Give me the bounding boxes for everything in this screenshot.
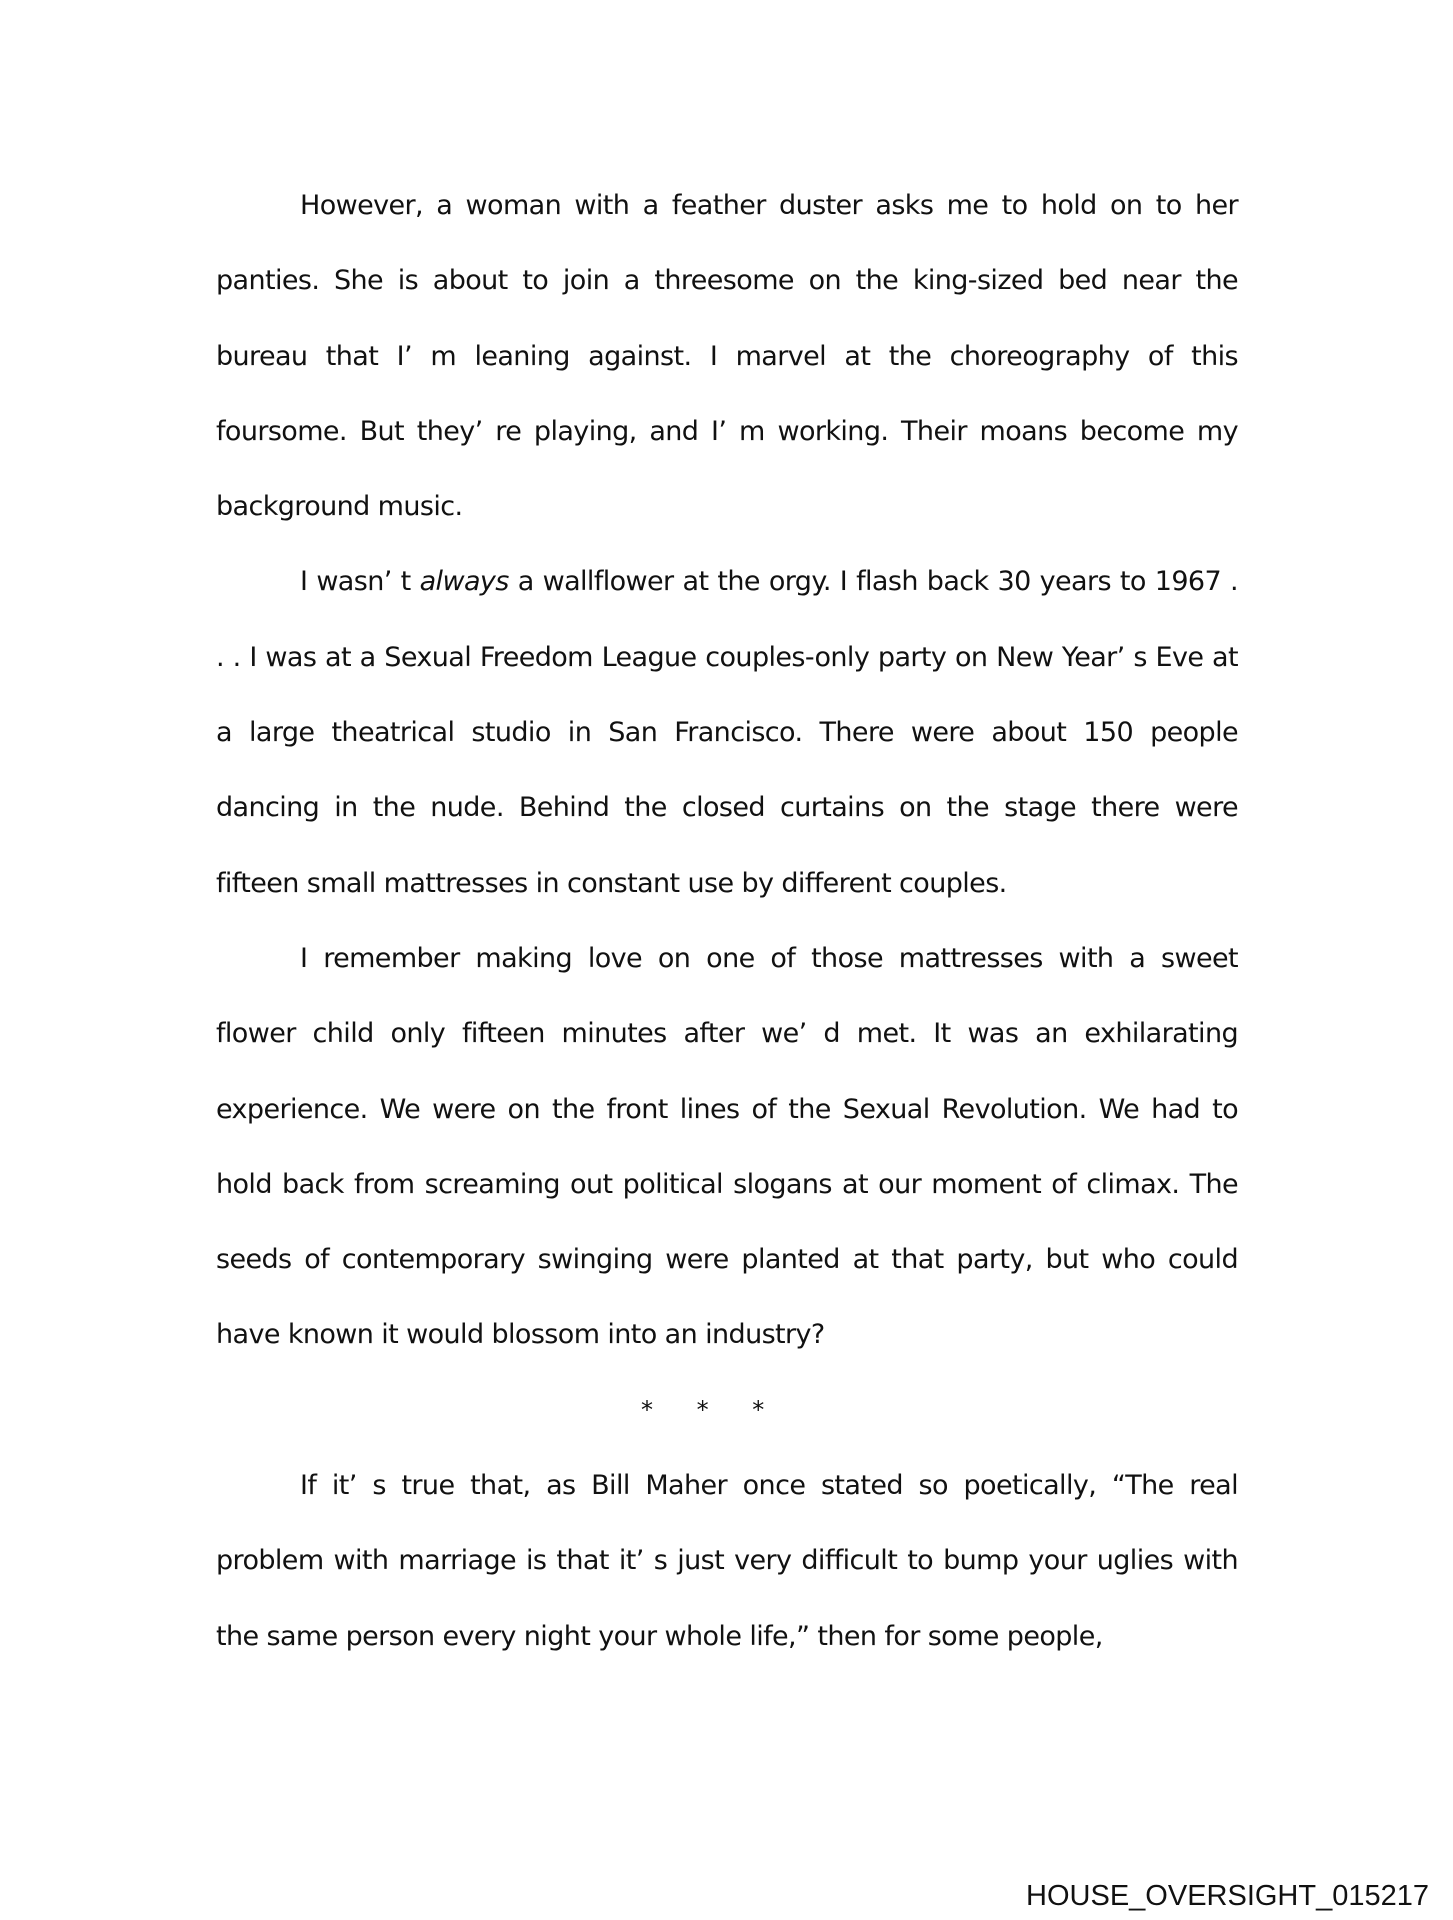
body-text bbox=[216, 168, 1238, 1674]
paragraph-2-text-a: I wasn’ t bbox=[300, 566, 420, 598]
paragraph-3-text: I remember making love on one of those mattresses with a sweet flower child only fifteen minutes after we’ d met. It was an exhilarating experience. We were on the front lines of the Sexual Revolution. We had to hold back from screaming out political slogans at our moment of climax. The seeds of contemporary swinging were planted at that party, but who could have known it would blossom into an industry? bbox=[216, 942, 1238, 1351]
paragraph-1-text: However, a woman with a feather duster asks me to hold on to her panties. She is about to join a threesome on the king-sized bed near the bureau that I’ m leaning against. I marvel at the choreography of this foursome. But they’ re playing, and I’ m working. Their moans become my background music. bbox=[216, 190, 1238, 523]
paragraph-3 bbox=[216, 921, 1238, 1373]
paragraph-1 bbox=[216, 168, 1238, 544]
paragraph-4 bbox=[216, 1448, 1238, 1674]
separator-asterisks: * * * bbox=[641, 1395, 783, 1424]
paragraph-2-emphasis: always bbox=[419, 566, 509, 598]
section-separator bbox=[216, 1373, 1238, 1448]
paragraph-2 bbox=[216, 544, 1238, 920]
paragraph-4-text: If it’ s true that, as Bill Maher once stated so poetically, “The real problem with marriage is that it’ s just very difficult to bump your uglies with the same person every night your whole life,” then for some people, bbox=[216, 1470, 1238, 1652]
paragraph-2-text-b: a wallflower at the orgy. I flash back 30 years to 1967 . . . I was at a Sexual Freedom League couples-only party on New Year’ s Eve at a large theatrical studio in San Francisco. There were about 150 people dancing in the nude. Behind the closed curtains on the stage there were fifteen small mattresses in constant use by different couples. bbox=[216, 566, 1238, 899]
bates-number: HOUSE_OVERSIGHT_015217 bbox=[1026, 1880, 1429, 1912]
